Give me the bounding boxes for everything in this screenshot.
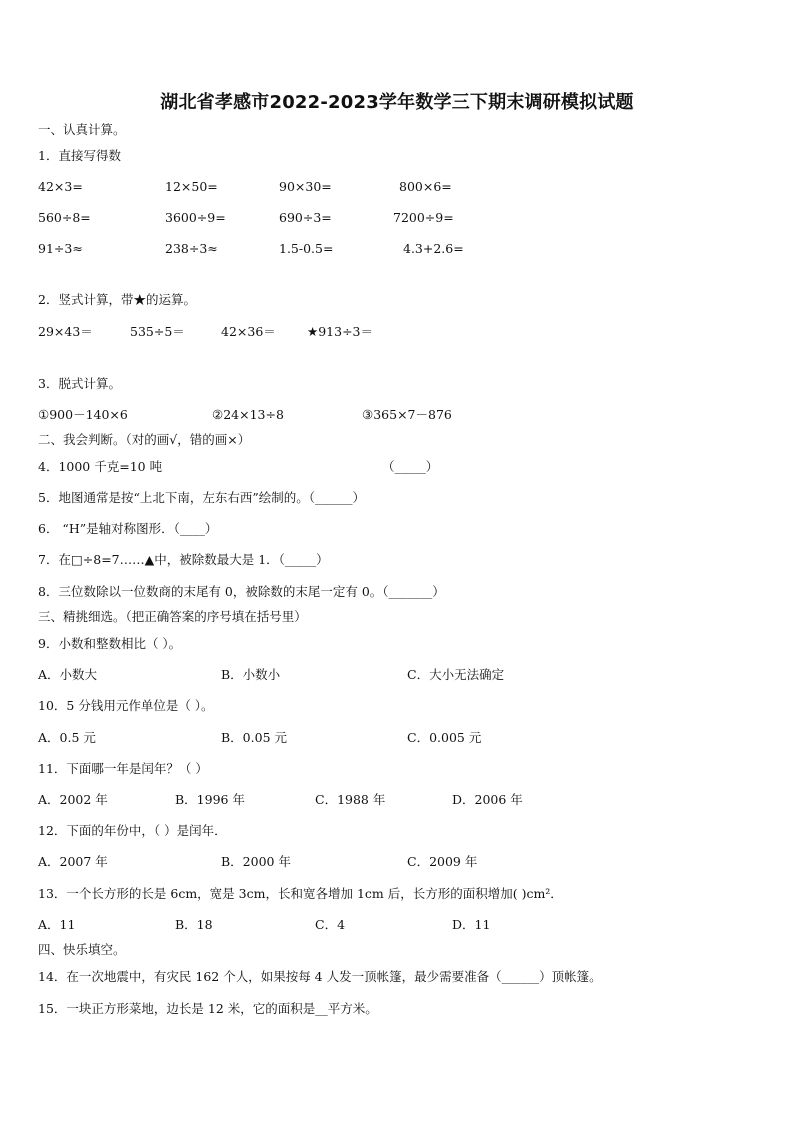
section-heading-1: 一、认真计算。: [38, 122, 126, 137]
calc-item: 12×50=: [165, 179, 218, 194]
option-d[interactable]: D．11: [452, 917, 491, 932]
exam-title: 湖北省孝感市2022-2023学年数学三下期末调研模拟试题: [160, 92, 634, 113]
vertical-calc-item: ★913÷3＝: [307, 324, 373, 339]
calc-item: 91÷3≈: [38, 241, 83, 256]
question-4-text: 4．1000 千克=10 吨: [38, 459, 163, 474]
question-9-stem: 9．小数和整数相比（ ）。: [38, 636, 182, 651]
option-d[interactable]: D．2006 年: [452, 792, 523, 807]
calc-item: 3600÷9=: [165, 210, 226, 225]
calc-item: 90×30=: [279, 179, 332, 194]
question-2-stem: 2．竖式计算，带★的运算。: [38, 292, 196, 307]
question-12-stem: 12．下面的年份中，（ ）是闰年．: [38, 823, 227, 838]
option-b[interactable]: B．小数小: [221, 667, 281, 682]
calc-item: 560÷8=: [38, 210, 91, 225]
stepwise-calc-item: ①900－140×6: [38, 407, 128, 422]
calc-item: 800×6=: [399, 179, 452, 194]
section-heading-3: 三、精挑细选。（把正确答案的序号填在括号里）: [38, 609, 307, 624]
option-a[interactable]: A．11: [38, 917, 76, 932]
option-b[interactable]: B．0.05 元: [221, 730, 287, 745]
calc-item: 238÷3≈: [165, 241, 218, 256]
question-13-stem: 13．一个长方形的长是 6cm，宽是 3cm，长和宽各增加 1cm 后，长方形的面积增加( )cm²．: [38, 886, 563, 901]
calc-item: 690÷3=: [279, 210, 332, 225]
option-a[interactable]: A．2002 年: [38, 792, 108, 807]
question-4-answer-blank[interactable]: （_____）: [382, 459, 439, 474]
vertical-calc-item: 535÷5＝: [130, 324, 185, 339]
vertical-calc-item: 42×36＝: [221, 324, 276, 339]
option-a[interactable]: A．小数大: [38, 667, 98, 682]
option-c[interactable]: C．大小无法确定: [407, 667, 505, 682]
option-c[interactable]: C．1988 年: [315, 792, 386, 807]
stepwise-calc-item: ②24×13÷8: [212, 407, 284, 422]
question-1-stem: 1．直接写得数: [38, 148, 121, 163]
calc-item: 7200÷9=: [393, 210, 454, 225]
question-3-stem: 3．脱式计算。: [38, 376, 121, 391]
question-8-text: 8．三位数除以一位数商的末尾有 0，被除数的末尾一定有 0。（_______）: [38, 584, 445, 599]
option-c[interactable]: C．2009 年: [407, 854, 478, 869]
question-6-text: 6． “H”是轴对称图形．（____）: [38, 521, 218, 536]
question-5-text: 5．地图通常是按“上北下南，左东右西”绘制的。（______）: [38, 490, 365, 505]
option-c[interactable]: C．0.005 元: [407, 730, 482, 745]
option-a[interactable]: A．0.5 元: [38, 730, 96, 745]
question-15-text: 15．一块正方形菜地，边长是 12 米，它的面积是__平方米。: [38, 1001, 378, 1016]
option-a[interactable]: A．2007 年: [38, 854, 108, 869]
calc-item: 42×3=: [38, 179, 83, 194]
calc-item: 1.5-0.5=: [279, 241, 334, 256]
option-c[interactable]: C．4: [315, 917, 346, 932]
stepwise-calc-item: ③365×7－876: [362, 407, 452, 422]
calc-item: 4.3+2.6=: [403, 241, 464, 256]
option-b[interactable]: B．2000 年: [221, 854, 291, 869]
question-14-text: 14．在一次地震中，有灾民 162 个人，如果按每 4 人发一顶帐篷，最少需要准备（______）顶帐篷。: [38, 969, 602, 984]
question-7-text: 7．在□÷8=7……▲中，被除数最大是 1．（_____）: [38, 552, 329, 567]
option-b[interactable]: B．18: [175, 917, 213, 932]
question-10-stem: 10．5 分钱用元作单位是（ ）。: [38, 698, 214, 713]
section-heading-4: 四、快乐填空。: [38, 942, 126, 957]
option-b[interactable]: B．1996 年: [175, 792, 245, 807]
vertical-calc-item: 29×43＝: [38, 324, 93, 339]
question-11-stem: 11．下面哪一年是闰年？（ ）: [38, 761, 208, 776]
section-heading-2: 二、我会判断。（对的画√，错的画×）: [38, 432, 251, 447]
